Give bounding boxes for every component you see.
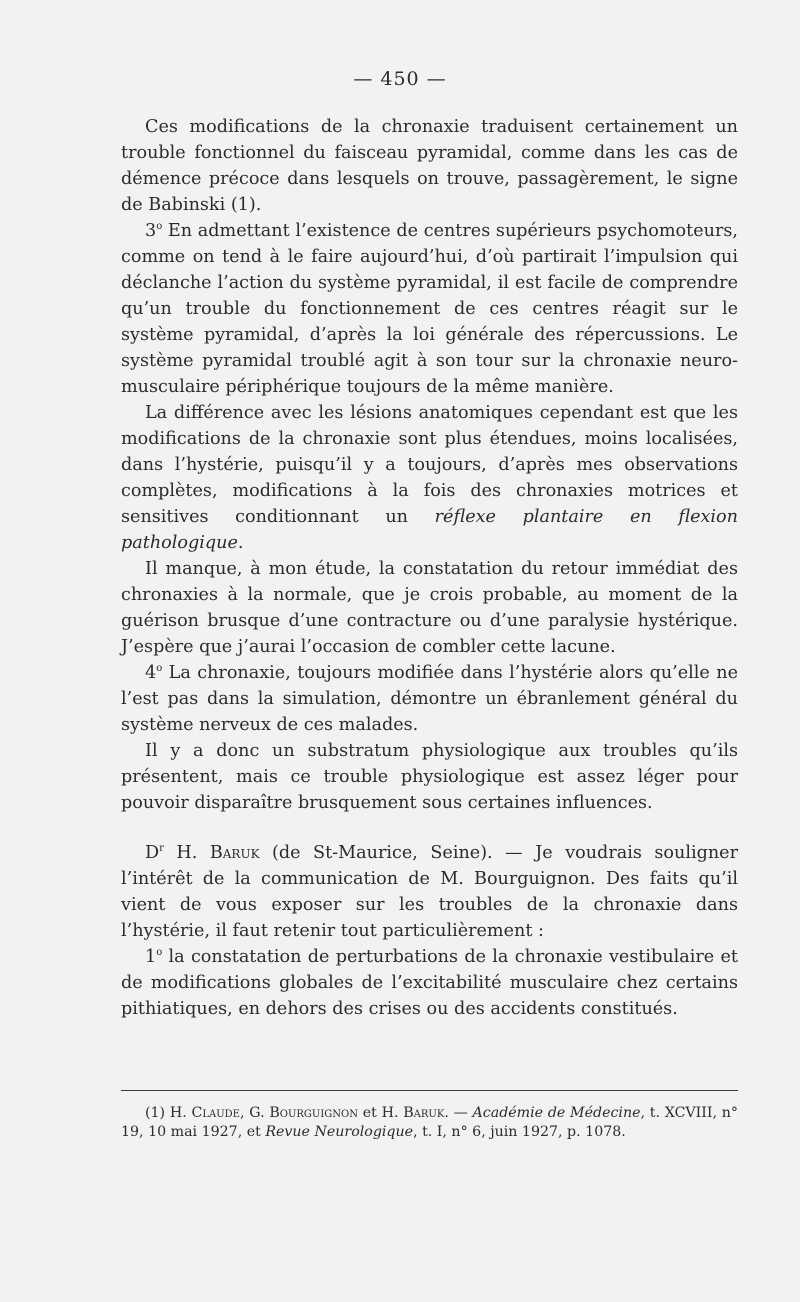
page-number: — 450 — <box>353 68 447 90</box>
footnote-journal: Revue Neurologique <box>265 1124 414 1140</box>
paragraph-1-text: Ces modifications de la chronaxie traduisent certainement un trouble fonctionnel du faisceau pyramidal, comme dans les cas de démence précoce dans lesquels on trouve, passagèrement, le signe de Babinski (1). <box>121 117 738 215</box>
body-text <box>121 114 738 1022</box>
footnote <box>121 1104 738 1142</box>
ordinal-superscript: o <box>156 663 163 675</box>
paragraph-baruk-text: (de St-Maurice, Seine). — Je voudrais souligner l’intérêt de la communication de M. Bourguignon. Des faits qu’il vient de vous exposer sur les troubles de la chronaxie dans l’hystérie, il faut retenir tout particulièrement : <box>121 843 738 941</box>
paragraph-2 <box>121 218 738 400</box>
paragraph-3-end: . <box>237 533 244 553</box>
paragraph-5-text: La chronaxie, toujours modifiée dans l’hystérie alors qu’elle ne l’est pas dans la simulation, démontre un ébranlement général du système nerveux de ces malades. <box>121 663 738 735</box>
footnote-author: G. Bourguignon <box>249 1105 358 1121</box>
footnote-sep: et <box>357 1105 382 1121</box>
footnote-author: H. Baruk <box>381 1105 445 1121</box>
paragraph-6-text: Il y a donc un substratum physiologique aux troubles qu’ils présentent, mais ce trouble physiologique est assez léger pour pouvoir disparaître brusquement sous certaines influences. <box>121 741 738 813</box>
paragraph-last <box>121 944 738 1022</box>
paragraph-last-text: la constatation de perturbations de la chronaxie vestibulaire et de modifications globales de l’excitabilité musculaire chez certains pithiatiques, en dehors des crises ou des accidents constitués. <box>121 947 738 1019</box>
speaker-name: H. Baruk <box>176 843 260 863</box>
ordinal-number: 4 <box>145 663 157 683</box>
doctor-superscript: r <box>159 843 164 855</box>
paragraph-6 <box>121 738 738 816</box>
footnote-text: , t. XCVIII, n° 19, 10 mai 1927, et <box>121 1105 738 1140</box>
paragraph-4-text: Il manque, à mon étude, la constatation du retour immédiat des chronaxies à la normale, que je crois probable, au moment de la guérison brusque d’une contracture ou d’une paralysie hystérique. J’espère que j’aurai l’occasion de combler cette lacune. <box>121 559 738 657</box>
ordinal-number: 3 <box>145 221 157 241</box>
paragraph-5 <box>121 660 738 738</box>
paragraph-3 <box>121 400 738 556</box>
paragraph-1 <box>121 114 738 218</box>
footnote-sep: , <box>239 1105 250 1121</box>
paragraph-3-italic: réflexe plantaire en flexion pathologique <box>121 507 738 553</box>
ordinal-number: 1 <box>145 947 157 967</box>
paragraph-4 <box>121 556 738 660</box>
footnote-mark: (1) <box>145 1105 170 1121</box>
footnote-journal: Académie de Médecine <box>472 1105 641 1121</box>
doctor-abbrev: D <box>145 843 160 863</box>
footnote-divider <box>121 1090 738 1091</box>
footnote-author: H. Claude <box>169 1105 240 1121</box>
ordinal-superscript: o <box>156 947 163 959</box>
paragraph-3-text: La différence avec les lésions anatomiques cependant est que les modifications de la chronaxie sont plus étendues, moins localisées, dans l’hystérie, puisqu’il y a toujours, d’après mes observations complètes, modifications à la fois des chronaxies motrices et sensitives conditionnant un <box>121 403 738 527</box>
footnote-text: , t. I, n° 6, juin 1927, p. 1078. <box>413 1124 626 1140</box>
ordinal-superscript: o <box>156 221 163 233</box>
footnote-sep: . — <box>444 1105 473 1121</box>
paragraph-2-text: En admettant l’existence de centres supérieurs psychomoteurs, comme on tend à le faire aujourd’hui, d’où partirait l’impulsion qui déclanche l’action du système pyramidal, il est facile de comprendre qu’un trouble du fonctionnement de ces centres réagit sur le système pyramidal, d’après la loi générale des répercussions. Le système pyramidal troublé agit à son tour sur la chronaxie neuro-musculaire périphérique toujours de la même manière. <box>121 221 738 397</box>
paragraph-baruk <box>121 840 738 944</box>
